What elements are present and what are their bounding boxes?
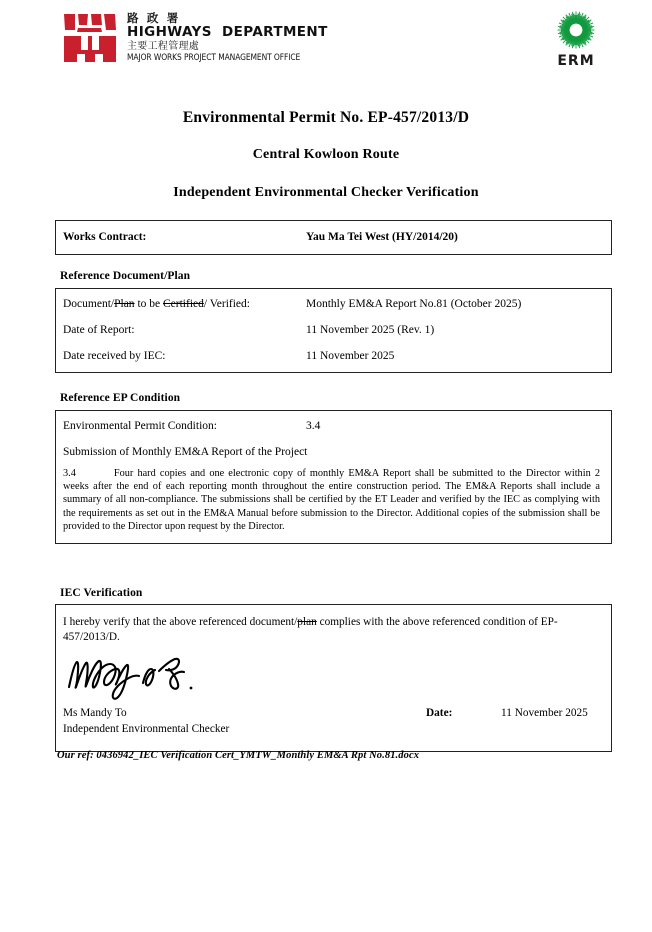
date-of-report-value: 11 November 2025 (Rev. 1) xyxy=(306,324,435,336)
label-part-tobe: to be xyxy=(134,298,163,310)
project-title: Central Kowloon Route xyxy=(252,147,400,162)
works-contract-label: Works Contract: xyxy=(63,231,147,243)
ep-condition-subtitle: Submission of Monthly EM&A Report of the Project xyxy=(63,446,308,458)
works-contract-row xyxy=(56,230,611,244)
works-contract-value: Yau Ma Tei West (HY/2014/20) xyxy=(306,231,458,243)
highways-department-logo-icon xyxy=(62,12,118,64)
document-certified-label xyxy=(56,297,306,311)
date-received-label: Date received by IEC: xyxy=(63,350,166,362)
statement-part-1: I hereby verify that the above referenced document/ xyxy=(63,616,298,628)
ep-condition-box xyxy=(55,410,612,544)
document-certified-value: Monthly EM&A Report No.81 (October 2025) xyxy=(306,298,522,310)
ep-clause-number: 3.4 xyxy=(63,468,76,479)
signer-name: Ms Mandy To xyxy=(63,707,127,719)
label-part-plan-struck: Plan xyxy=(114,298,135,310)
hd-chinese-name: 路 政 署 xyxy=(127,11,181,25)
signature-icon xyxy=(63,653,263,703)
erm-branding xyxy=(548,8,604,69)
label-part-verified: / Verified: xyxy=(203,298,250,310)
ep-condition-value: 3.4 xyxy=(306,420,321,432)
highways-department-name-block xyxy=(127,12,328,64)
hd-chinese-office: 主要工程管理處 xyxy=(127,41,200,52)
reference-document-section-label: Reference Document/Plan xyxy=(60,270,191,282)
works-contract-box xyxy=(55,220,612,255)
signer-title-row xyxy=(56,721,611,737)
table-row xyxy=(56,419,611,433)
page-header xyxy=(0,0,652,78)
ep-condition-section-label: Reference EP Condition xyxy=(60,392,181,404)
footer-reference: Our ref: 0436942_IEC Verification Cert_YMTW_Monthly EM&A Rpt No.81.docx xyxy=(57,750,420,761)
statement-plan-struck: plan xyxy=(297,616,317,628)
date-label: Date: xyxy=(426,707,453,719)
permit-number-title: Environmental Permit No. EP-457/2013/D xyxy=(182,109,470,126)
date-value: 11 November 2025 xyxy=(501,707,588,719)
ep-condition-label: Environmental Permit Condition: xyxy=(63,420,217,432)
hd-english-name: HIGHWAYS DEPARTMENT xyxy=(127,24,328,40)
iec-verification-statement xyxy=(56,615,611,645)
reference-document-box xyxy=(55,288,612,373)
ep-clause-text: Four hard copies and one electronic copy of monthly EM&A Report shall be submitted to the Director within 2 weeks after the end of each reporting month throughout the entire construction period. The EM&A Reports shall include a summary of all non-compliance. The submissions shall be certified by the ET Leader and verified by the IEC as complying with the requirements as set out in the EM&A Manual before submission to the Director. Additional copies of the submission shall be provided to the Director upon request by the Director. xyxy=(63,468,600,532)
table-row xyxy=(56,297,611,311)
label-part-document: Document/ xyxy=(63,298,115,310)
table-row xyxy=(56,323,611,337)
statement-part-2: complies with the above referenced condition of EP-457/2013/D. xyxy=(63,616,558,643)
date-of-report-label: Date of Report: xyxy=(63,324,135,336)
erm-wordmark: ERM xyxy=(557,53,595,69)
signer-title: Independent Environmental Checker xyxy=(63,723,230,735)
table-row xyxy=(56,349,611,363)
hd-english-office: MAJOR WORKS PROJECT MANAGEMENT OFFICE xyxy=(127,53,301,63)
iec-verification-box xyxy=(55,604,612,752)
document-type-title: Independent Environmental Checker Verification xyxy=(173,185,479,200)
erm-sunburst-icon xyxy=(553,8,599,52)
ep-condition-clause xyxy=(56,467,611,533)
signer-row xyxy=(56,705,611,721)
date-received-value: 11 November 2025 xyxy=(306,350,395,362)
signature-area xyxy=(56,653,611,705)
highways-department-branding xyxy=(62,12,328,64)
label-part-certified-struck: Certified xyxy=(163,298,204,310)
iec-verification-section-label: IEC Verification xyxy=(60,587,143,599)
